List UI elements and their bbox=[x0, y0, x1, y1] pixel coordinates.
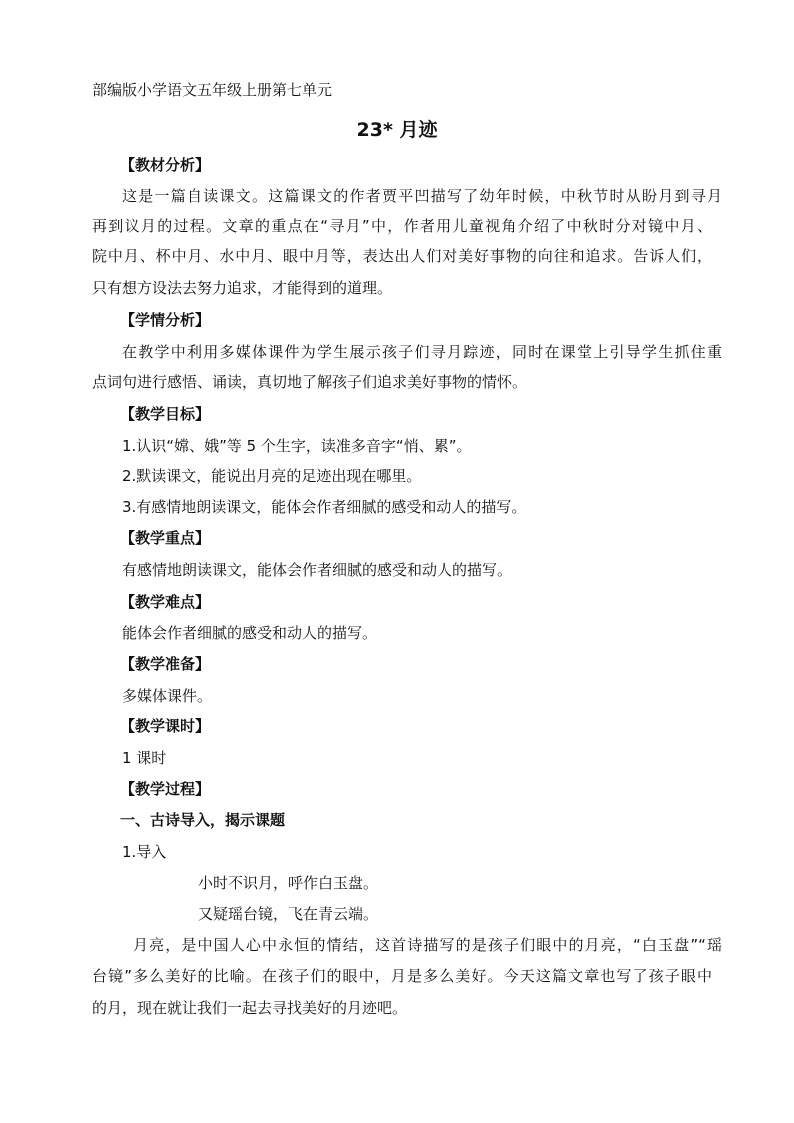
heading-student-analysis: 【学情分析】 bbox=[120, 311, 211, 329]
lesson-title: 23* 月迹 bbox=[356, 119, 438, 141]
paragraph-line: 1 课时 bbox=[122, 749, 167, 767]
heading-preparation: 【教学准备】 bbox=[120, 655, 211, 673]
document-header: 部编版小学语文五年级上册第七单元 bbox=[92, 81, 333, 99]
goal-item: 2.默读课文，能说出月亮的足迹出现在哪里。 bbox=[122, 467, 422, 485]
paragraph-line: 院中月、杯中月、水中月、眼中月等，表达出人们对美好事物的向往和追求。告诉人们， bbox=[92, 247, 712, 265]
paragraph-line: 多媒体课件。 bbox=[122, 687, 213, 705]
heading-textbook-analysis: 【教材分析】 bbox=[120, 156, 211, 174]
paragraph-line: 月亮，是中国人心中永恒的情结，这首诗描写的是孩子们眼中的月亮，“白玉盘”“瑶 bbox=[133, 936, 722, 954]
heading-class-hours: 【教学课时】 bbox=[120, 717, 211, 735]
paragraph-line: 有感情地朗读课文，能体会作者细腻的感受和动人的描写。 bbox=[122, 561, 513, 579]
goal-item: 3.有感情地朗读课文，能体会作者细腻的感受和动人的描写。 bbox=[122, 498, 527, 516]
paragraph-line: 的月，现在就让我们一起去寻找美好的月迹吧。 bbox=[92, 999, 408, 1017]
paragraph-line: 台镜”多么美好的比喻。在孩子们的眼中，月是多么美好。今天这篇文章也写了孩子眼中 bbox=[92, 967, 712, 985]
heading-teaching-process: 【教学过程】 bbox=[120, 780, 211, 798]
heading-key-points: 【教学重点】 bbox=[120, 529, 211, 547]
paragraph-line: 再到议月的过程。文章的重点在“寻月”中，作者用儿童视角介绍了中秋时分对镜中月、 bbox=[92, 217, 712, 235]
paragraph-line: 这是一篇自读课文。这篇课文的作者贾平凹描写了幼年时候，中秋节时从盼月到寻月 bbox=[122, 187, 722, 205]
step-label: 1.导入 bbox=[122, 843, 167, 861]
goal-item: 1.认识“嫦、娥”等 5 个生字，读准多音字“悄、累”。 bbox=[122, 437, 472, 455]
paragraph-line: 点词句进行感悟、诵读，真切地了解孩子们追求美好事物的情怀。 bbox=[92, 373, 528, 391]
heading-teaching-goals: 【教学目标】 bbox=[120, 405, 211, 423]
paragraph-line: 能体会作者细腻的感受和动人的描写。 bbox=[122, 624, 378, 642]
poem-line: 又疑瑶台镜，飞在青云端。 bbox=[198, 905, 379, 923]
paragraph-line: 在教学中利用多媒体课件为学生展示孩子们寻月踪迹，同时在课堂上引导学生抓住重 bbox=[122, 343, 722, 361]
poem-line: 小时不识月，呼作白玉盘。 bbox=[198, 874, 379, 892]
paragraph-line: 只有想方设法去努力追求，才能得到的道理。 bbox=[92, 279, 393, 297]
heading-difficulties: 【教学难点】 bbox=[120, 593, 211, 611]
part-one-heading: 一、古诗导入，揭示课题 bbox=[120, 811, 286, 829]
